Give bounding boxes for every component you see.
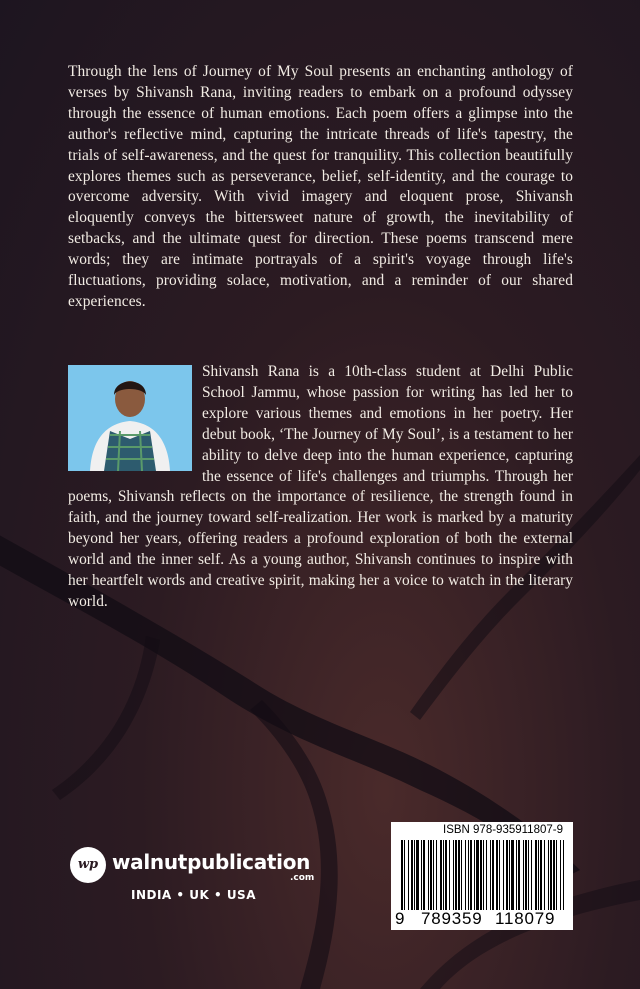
- book-blurb: Through the lens of Journey of My Soul presents an enchanting anthology of verses by Shivansh Rana, inviting readers to embark on a profound odyssey through the essence of human emotions. Each poem offers a glimpse into the author's reflective mind, capturing the intricate threads of life's tapestry, the trials of self-awareness, and the quest for tranquility. This collection beautifully explores themes such as perseverance, belief, self-identity, and the courage to overcome adversity. With vivid imagery and eloquent prose, Shivansh eloquently conveys the bittersweet nature of growth, the inevitability of setbacks, and the ultimate quest for direction. These poems transcend mere words; they are intimate portrayals of a spirit's voyage through life's fluctuations, providing solace, motivation, and a reminder of our shared experiences.: [68, 63, 573, 310]
- author-photo: [68, 365, 192, 471]
- publisher-domain: .com: [290, 873, 315, 883]
- isbn-digit-first: 9: [395, 909, 406, 928]
- isbn-barcode: [391, 822, 573, 930]
- isbn-digit-group-2: 118079: [495, 909, 556, 928]
- author-bio: Shivansh Rana is a 10th-class student at Delhi Public School Jammu, whose passion for writing has led her to explore various themes and emotions in her poetry. Her debut book, ‘The Journey of My Soul’, is a testament to her ability to delve deep into the human experience, capturing the essence of life's challenges and triumphs. Through her poems, Shivansh reflects on the importance of resilience, the strength found in faith, and the journey toward self-realization. Her work is marked by a maturity beyond her years, offering readers a profound exploration of both the external world and the inner self. As a young author, Shivansh continues to inspire with her heartfelt words and creative spirit, making her a voice to watch in the literary world.: [68, 363, 573, 610]
- barcode-bars: [401, 840, 565, 910]
- isbn-digit-group-1: 789359: [421, 909, 483, 928]
- walnut-logo-icon: wp: [70, 847, 106, 883]
- isbn-label: ISBN 978-935911807-9: [443, 824, 563, 836]
- publisher-logo: [68, 846, 328, 886]
- author-section: [68, 362, 573, 613]
- publisher-regions: INDIA • UK • USA: [131, 888, 256, 902]
- publisher-name: walnutpublication: [112, 850, 311, 874]
